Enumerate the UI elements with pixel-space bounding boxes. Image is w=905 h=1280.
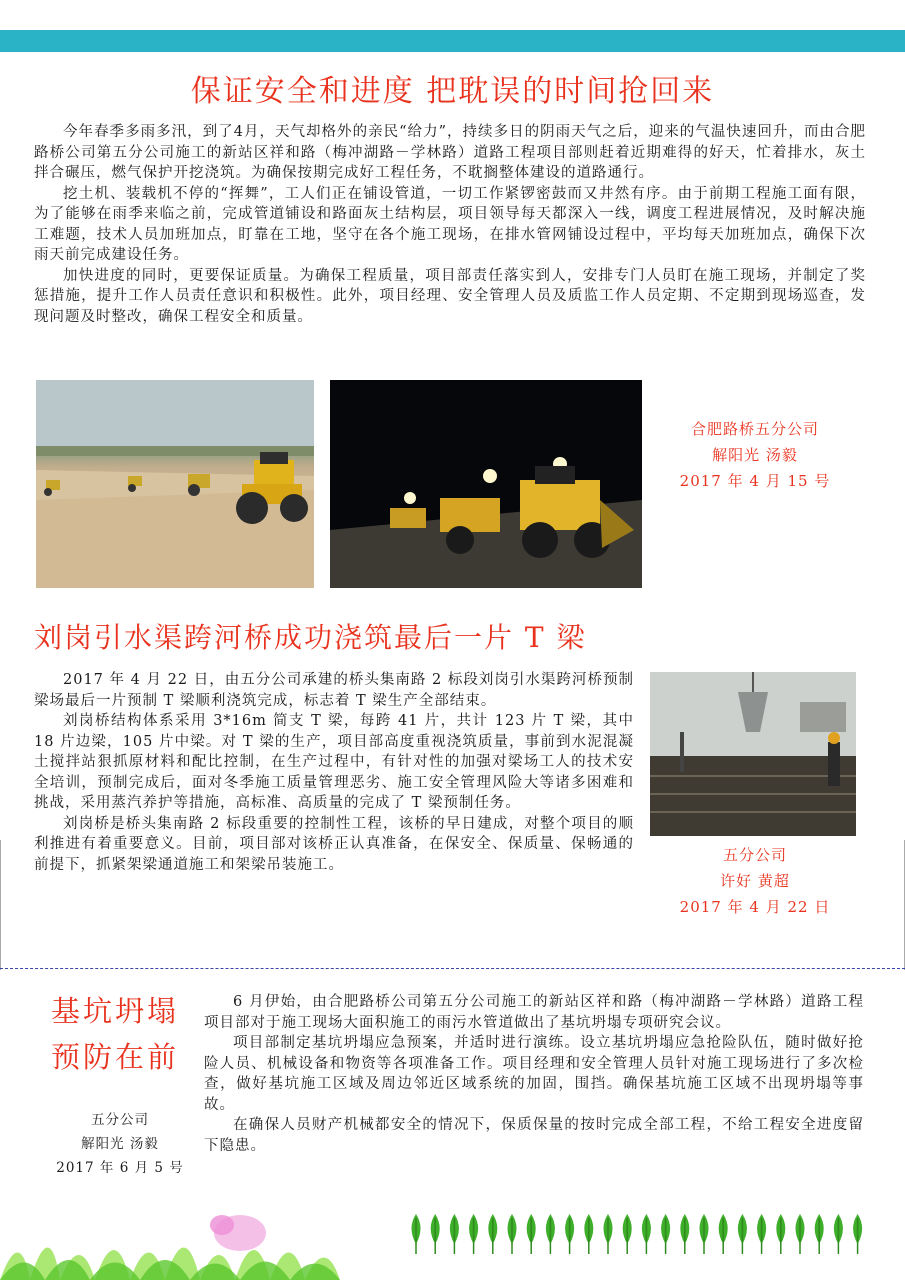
leaf-icon xyxy=(604,1214,613,1254)
top-color-bar xyxy=(0,30,905,52)
leaf-icon xyxy=(508,1214,517,1254)
signature-date: 2017 年 6 月 5 号 xyxy=(56,1160,184,1176)
signature-org: 合肥路桥五分公司 xyxy=(690,420,819,438)
article2-body xyxy=(34,670,634,875)
article1-paragraph: 加快进度的同时，更要保证质量。为确保工程质量，项目部责任落实到人，安排专门人员盯在施工现场，并制定了奖惩措施，提升工作人员责任意识和积极性。此外，项目经理、安全管理人员及质监工作人员定期、不定期到现场巡查，发现问题及时整改，确保工程安全和质量。 xyxy=(34,267,866,325)
article3-signature xyxy=(40,1108,200,1180)
article2-paragraph: 刘岗桥是桥头集南路 2 标段重要的控制性工程，该桥的早日建成，对整个项目的顺利推进有着重要意义。目前，项目部对该桥正认真准备，在保安全、保质量、保畅通的前提下，抓紧架梁通道施工和架梁吊装施工。 xyxy=(34,815,634,873)
night-loader-photo xyxy=(330,380,642,588)
leaf-icon xyxy=(412,1214,421,1254)
article1-body xyxy=(34,122,866,327)
road-roller-photo xyxy=(36,380,314,588)
leaf-icon xyxy=(796,1214,805,1254)
leaf-icon xyxy=(776,1214,785,1254)
leaf-icon xyxy=(431,1214,440,1254)
leaf-icon xyxy=(527,1214,536,1254)
article3-title-line: 基坑坍塌 xyxy=(50,994,179,1028)
leaf-icon xyxy=(738,1214,747,1254)
article1-title: 保证安全和进度 把耽误的时间抢回来 xyxy=(190,74,715,109)
signature-authors: 许好 黄超 xyxy=(720,872,790,890)
article2-signature xyxy=(660,842,850,920)
signature-date: 2017 年 4 月 22 日 xyxy=(679,898,831,916)
article3-paragraph: 6 月伊始，由合肥路桥公司第五分公司施工的新站区祥和路（梅冲湖路－学林路）道路工程项目部对于施工现场大面积施工的雨污水管道做出了基坑坍塌专项研究会议。 xyxy=(204,994,864,1031)
leaf-icon xyxy=(700,1214,709,1254)
article3-title xyxy=(30,988,200,1080)
signature-org: 五分公司 xyxy=(722,846,787,864)
article2-paragraph: 刘岗桥结构体系采用 3*16m 简支 T 梁，每跨 41 片，共计 123 片 T 梁，其中 18 片边梁，105 片中梁。对 T 梁的生产，项目部高度重视浇筑质量，事前到水泥混凝土搅拌站狠抓原材料和配比控制，在生产过程中，有针对性的加强对梁场工人的技术安全培训，预制完成后，面对冬季施工质量管理恶劣、施工安全管理风险大等诸多困难和挑战，采用蒸汽养护等措施，高标准、高质量的完成了 T 梁预制任务。 xyxy=(34,713,634,811)
article1-signature xyxy=(660,416,850,494)
leaf-icon xyxy=(642,1214,651,1254)
leaf-icon xyxy=(450,1214,459,1254)
concrete-pouring-photo xyxy=(650,672,856,836)
leaf-icon xyxy=(815,1214,824,1254)
signature-authors: 解阳光 汤毅 xyxy=(81,1136,159,1152)
leaf-icon xyxy=(757,1214,766,1254)
grass-flower-decoration xyxy=(0,1185,360,1280)
section-divider xyxy=(0,968,905,969)
article3-body xyxy=(204,992,864,1156)
article3-title-line: 预防在前 xyxy=(50,1040,179,1074)
leaf-icon xyxy=(546,1214,555,1254)
leaf-icon xyxy=(719,1214,728,1254)
edge-mark-left xyxy=(0,840,1,970)
article1-paragraph: 挖土机、装载机不停的“挥舞”，工人们正在铺设管道，一切工作紧锣密鼓而又井然有序。由于前期工程施工面有限，为了能够在雨季来临之前，完成管道铺设和路面灰土结构层，项目领导每天都深入一线，调度工程进展情况，及时解决施工难题，技术人员加班加点，盯靠在工地，坚守在各个施工现场，在排水管网铺设过程中，平均每天加班加点，确保下次雨天前完成建设任务。 xyxy=(34,185,866,263)
leaf-row-decoration xyxy=(408,1210,878,1260)
leaf-icon xyxy=(834,1214,843,1254)
article3-paragraph: 在确保人员财产机械都安全的情况下，保质保量的按时完成全部工程，不给工程安全进度留下隐患。 xyxy=(204,1117,864,1154)
leaf-icon xyxy=(584,1214,593,1254)
leaf-icon xyxy=(469,1214,478,1254)
article2-paragraph: 2017 年 4 月 22 日，由五分公司承建的桥头集南路 2 标段刘岗引水渠跨河桥预制梁场最后一片预制 T 梁顺利浇筑完成，标志着 T 梁生产全部结束。 xyxy=(34,672,634,709)
leaf-icon xyxy=(661,1214,670,1254)
signature-date: 2017 年 4 月 15 号 xyxy=(679,472,831,490)
leaf-icon xyxy=(565,1214,574,1254)
article1-paragraph: 今年春季多雨多汛，到了4月，天气却格外的亲民“给力”，持续多日的阴雨天气之后，迎来的气温快速回升，而由合肥路桥公司第五分公司施工的新站区祥和路（梅冲湖路－学林路）道路工程项目部则赶着近期难得的好天，忙着排水，灰土拌合碾压，燃气保护开挖浇筑。为确保按期完成好工程任务，不耽搁整体建设的道路通行。 xyxy=(34,124,866,181)
article3-paragraph: 项目部制定基坑坍塌应急预案，并适时进行演练。设立基坑坍塌应急抢险队伍，随时做好抢险人员、机械设备和物资等各项准备工作。项目经理和安全管理人员针对施工现场进行了多次检查，做好基坑施工区域及周边邻近区域系统的加固，围挡。确保基坑施工区域不出现坍塌等事故。 xyxy=(204,1035,864,1113)
leaf-icon xyxy=(853,1214,862,1254)
signature-org: 五分公司 xyxy=(91,1112,149,1128)
leaf-icon xyxy=(488,1214,497,1254)
leaf-icon xyxy=(623,1214,632,1254)
leaf-icon xyxy=(680,1214,689,1254)
article2-title: 刘岗引水渠跨河桥成功浇筑最后一片 T 梁 xyxy=(34,621,587,654)
signature-authors: 解阳光 汤毅 xyxy=(712,446,798,464)
